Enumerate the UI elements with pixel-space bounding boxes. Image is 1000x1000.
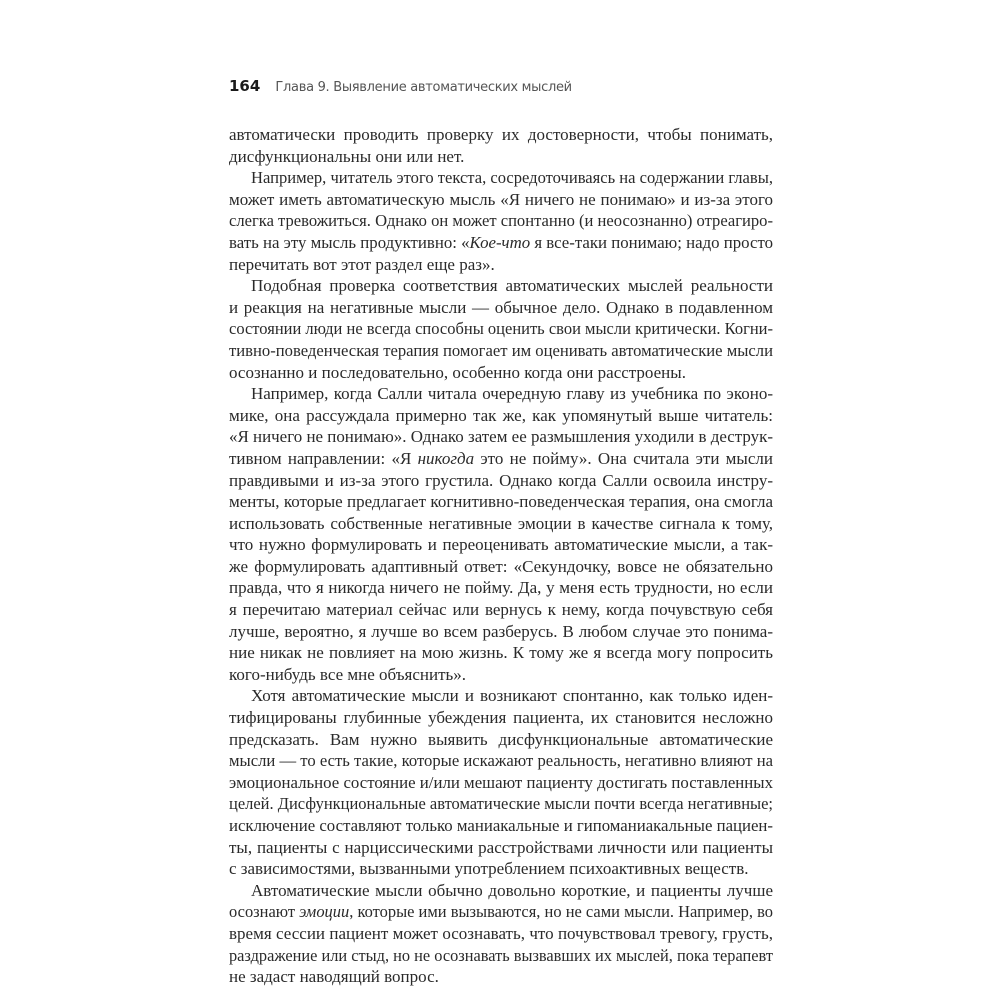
text-run: правдивыми и из-за этого грустила. Однако когда Салли освоила инстру-	[229, 470, 773, 490]
text-run: тифицированы глубинные убеждения пациента, их становится несложно	[229, 708, 773, 728]
text-line	[229, 189, 773, 211]
line-content	[229, 772, 773, 794]
text-run: с зависимостями, вызванными употреблением психоактивных веществ.	[229, 859, 749, 879]
paragraph	[229, 275, 773, 383]
line-content	[229, 621, 773, 643]
text-line	[229, 901, 773, 923]
text-run: же формулировать адаптивный ответ: «Секундочку, вовсе не обязательно	[229, 556, 773, 576]
text-run: тивном направлении: «Я	[229, 448, 418, 468]
text-line	[229, 880, 773, 902]
paragraph	[229, 880, 773, 988]
line-content	[229, 793, 773, 815]
text-run: автоматически проводить проверку их достоверности, чтобы понимать,	[229, 125, 773, 144]
text-run: эмоциональное состояние и/или мешают пациенту достигать поставленных	[229, 772, 773, 792]
text-line	[229, 577, 773, 599]
text-line	[229, 405, 773, 427]
line-content	[229, 664, 466, 686]
text-run: Хотя автоматические мысли и возникают спонтанно, как только иден-	[251, 686, 773, 706]
text-run: Подобная проверка соответствия автоматических мыслей реальности	[251, 276, 773, 296]
line-content	[229, 491, 773, 513]
text-line	[229, 966, 773, 988]
page-number: 164	[229, 77, 261, 95]
text-line	[229, 793, 773, 815]
text-line	[229, 383, 773, 405]
text-line	[229, 232, 773, 254]
line-content	[229, 254, 495, 276]
text-line	[229, 318, 773, 340]
text-run: вать на эту мысль продуктивно: «	[229, 232, 470, 252]
paragraph	[229, 685, 773, 879]
italic-emphasis: никогда	[417, 448, 475, 468]
text-line	[229, 124, 773, 146]
line-content	[229, 340, 773, 362]
text-line	[229, 491, 773, 513]
text-run: ты, пациенты с нарциссическими расстройствами личности или пациенты	[229, 837, 773, 857]
text-line	[229, 470, 773, 492]
line-content	[229, 923, 773, 945]
running-title: Глава 9. Выявление автоматических мыслей	[275, 80, 572, 95]
text-line	[229, 340, 773, 362]
line-content	[229, 189, 773, 211]
paragraph	[229, 124, 773, 167]
text-line	[229, 556, 773, 578]
text-line	[229, 210, 773, 232]
text-run: тивно-поведенческая терапия помогает им оценивать автоматические мысли	[229, 340, 773, 360]
text-run: может иметь автоматическую мысль «Я ничего не понимаю» и из-за этого	[229, 189, 773, 209]
text-line	[229, 707, 773, 729]
line-content	[229, 124, 773, 146]
line-content	[229, 470, 773, 492]
text-run: лучше, вероятно, я лучше во всем разберусь. В любом случае это понима-	[229, 621, 773, 641]
line-content	[229, 901, 773, 923]
text-run: использовать собственные негативные эмоции в качестве сигнала к тому,	[229, 513, 773, 533]
text-run: осознанно и последовательно, особенно когда они расстроены.	[229, 362, 686, 382]
line-content	[251, 275, 773, 297]
paragraph	[229, 383, 773, 685]
text-line	[229, 599, 773, 621]
text-line	[229, 750, 773, 772]
line-content	[229, 599, 773, 621]
text-line	[229, 945, 773, 967]
running-header	[229, 76, 572, 95]
line-content	[251, 383, 773, 405]
text-line	[229, 362, 773, 384]
text-run: я перечитаю материал сейчас или вернусь к нему, когда почувствую себя	[229, 600, 773, 620]
italic-emphasis: Кое-что	[469, 232, 531, 252]
text-line	[229, 923, 773, 945]
text-run: слегка тревожиться. Однако он может спонтанно (и неосознанно) отреагиро-	[229, 211, 773, 231]
text-run: не задаст наводящий вопрос.	[229, 967, 439, 987]
line-content	[251, 167, 773, 189]
text-line	[229, 837, 773, 859]
text-run: предсказать. Вам нужно выявить дисфункциональные автоматические	[229, 729, 773, 749]
line-content	[229, 448, 773, 470]
text-run: осознают	[229, 902, 300, 922]
text-run: и реакция на негативные мысли — обычное дело. Однако в подавленном	[229, 297, 773, 317]
line-content	[229, 297, 773, 319]
text-run: исключение составляют только маниакальные и гипоманиакальные пациен-	[229, 816, 773, 835]
paragraph	[229, 167, 773, 275]
line-content	[251, 880, 773, 902]
text-run: кого-нибудь все мне объяснить».	[229, 664, 467, 684]
line-content	[229, 210, 773, 232]
text-line	[229, 534, 773, 556]
text-run: перечитать вот этот раздел еще раз».	[229, 254, 495, 274]
text-line	[229, 146, 773, 168]
text-line	[229, 815, 773, 837]
text-run: Автоматические мысли обычно довольно короткие, и пациенты лучше	[251, 880, 773, 900]
text-run: время сессии пациент может осознавать, что почувствовал тревогу, грусть,	[229, 923, 773, 943]
line-content	[229, 577, 773, 599]
line-content	[251, 685, 773, 707]
text-line	[229, 772, 773, 794]
text-line	[229, 664, 773, 686]
text-line	[229, 448, 773, 470]
text-line	[229, 297, 773, 319]
line-content	[229, 642, 773, 664]
line-content	[229, 232, 773, 254]
text-run: это не пойму». Она считала эти мысли	[474, 448, 773, 468]
text-run: что нужно формулировать и переоценивать автоматические мысли, а так-	[229, 535, 773, 555]
text-line	[229, 685, 773, 707]
italic-emphasis: эмоции	[299, 902, 350, 922]
text-run: целей. Дисфункциональные автоматические мысли почти всегда негативные;	[229, 794, 773, 814]
text-line	[229, 858, 773, 880]
line-content	[229, 146, 464, 168]
text-run: менты, которые предлагает когнитивно-поведенческая терапия, она смогла	[229, 492, 773, 512]
text-run: правда, что я никогда ничего не пойму. Да, у меня есть трудности, но если	[229, 578, 773, 598]
line-content	[229, 966, 439, 988]
text-run: раздражение или стыд, но не осознавать вызвавших их мыслей, пока терапевт	[229, 945, 773, 965]
text-run: дисфункциональны они или нет.	[229, 146, 465, 166]
line-content	[229, 318, 773, 340]
line-content	[229, 534, 773, 556]
text-line	[229, 275, 773, 297]
text-run: состоянии люди не всегда способны оценить свои мысли критически. Когни-	[229, 319, 773, 339]
text-line	[229, 621, 773, 643]
text-run: «Я ничего не понимаю». Однако затем ее размышления уходили в деструк-	[229, 427, 773, 447]
text-line	[229, 642, 773, 664]
line-content	[229, 945, 773, 967]
line-content	[229, 707, 773, 729]
line-content	[229, 513, 773, 535]
line-content	[229, 750, 773, 772]
text-run: ние никак не повлияет на мою жизнь. К тому же я всегда могу попросить	[229, 643, 773, 663]
text-line	[229, 254, 773, 276]
line-content	[229, 556, 773, 578]
text-run: я все-таки понимаю; надо просто	[530, 232, 773, 252]
text-run: мике, она рассуждала примерно так же, как упомянутый выше читатель:	[229, 405, 773, 425]
line-content	[229, 405, 773, 427]
text-line	[229, 167, 773, 189]
line-content	[229, 858, 749, 880]
text-line	[229, 729, 773, 751]
line-content	[229, 837, 773, 859]
text-run: мысли — то есть такие, которые искажают реальность, негативно влияют на	[229, 751, 773, 771]
line-content	[229, 362, 686, 384]
text-line	[229, 513, 773, 535]
line-content	[229, 815, 773, 837]
text-run: , которые ими вызываются, но не сами мысли. Например, во	[349, 902, 773, 922]
text-run: Например, читатель этого текста, сосредоточиваясь на содержании главы,	[251, 168, 773, 188]
body-text	[229, 124, 773, 988]
text-line	[229, 426, 773, 448]
text-run: Например, когда Салли читала очередную главу из учебника по эконо-	[251, 384, 773, 404]
line-content	[229, 426, 773, 448]
line-content	[229, 729, 773, 751]
